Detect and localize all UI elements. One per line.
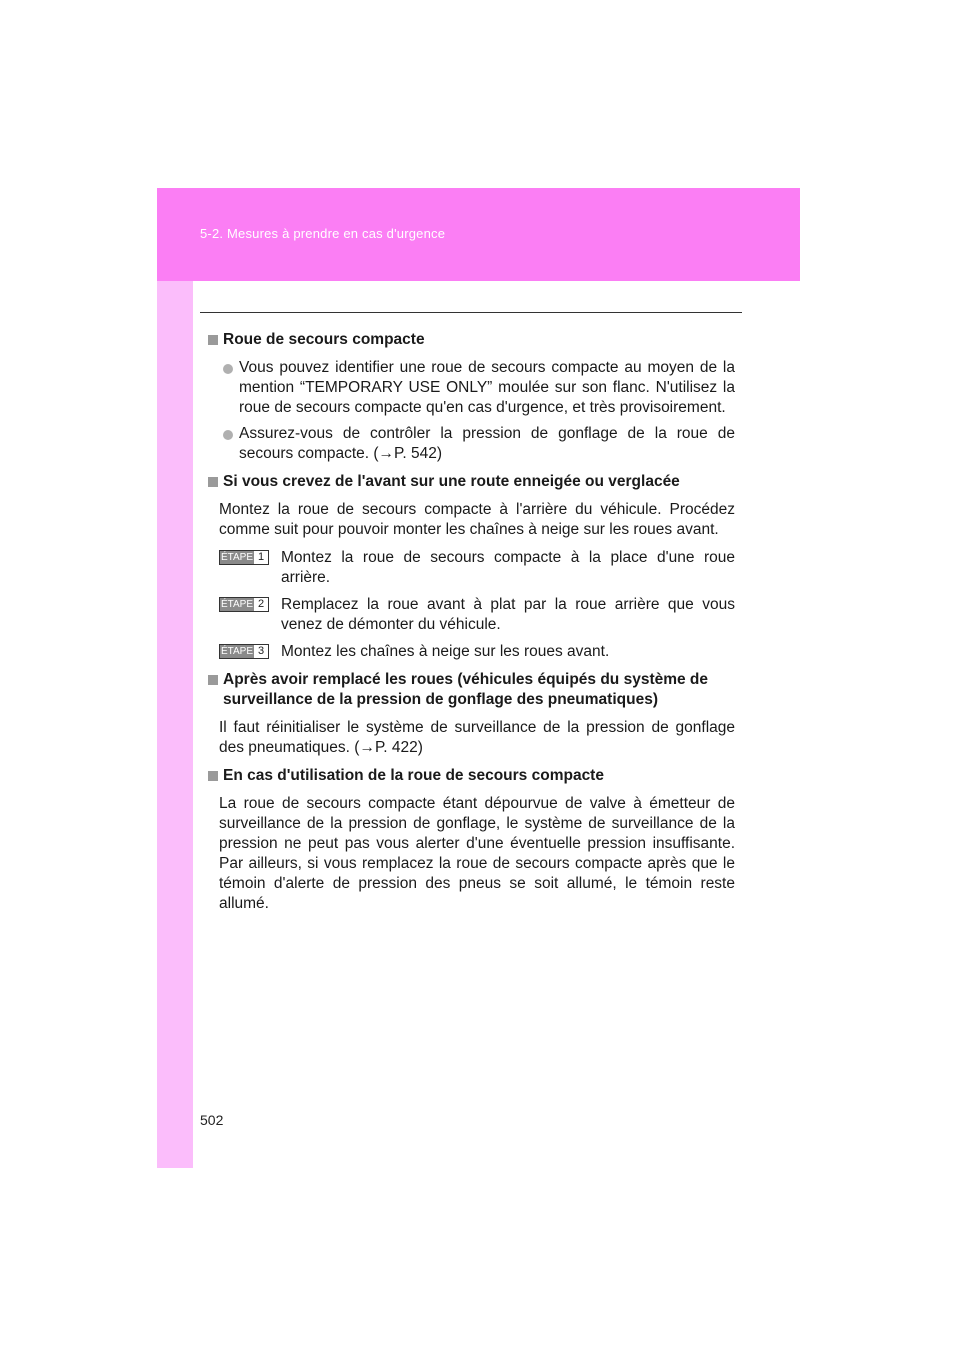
step-number: 3	[254, 645, 268, 658]
section-title: 5-2. Mesures à prendre en cas d'urgence	[200, 226, 446, 241]
step-number: 1	[254, 551, 268, 564]
step-item	[207, 548, 735, 588]
section-heading-crevaison-neige	[207, 472, 735, 492]
step-item	[207, 595, 735, 635]
step-number: 2	[254, 598, 268, 611]
square-bullet-icon	[208, 675, 218, 685]
bullet-text: Assurez-vous de contrôler la pression de gonflage de la roue de secours compacte. (→P. 542)	[239, 425, 735, 462]
round-bullet-icon	[223, 430, 233, 440]
step-badge	[219, 597, 269, 612]
heading-text: En cas d'utilisation de la roue de secours compacte	[223, 767, 604, 784]
page-number: 502	[200, 1112, 224, 1128]
heading-text: Si vous crevez de l'avant sur une route enneigée ou verglacée	[223, 473, 680, 490]
paragraph: Il faut réinitialiser le système de surveillance de la pression de gonflage des pneumatiques. (→P. 422)	[219, 719, 735, 756]
section-heading-roue-de-secours	[207, 330, 735, 350]
step-text: Montez la roue de secours compacte à la place d'une roue arrière.	[281, 549, 735, 586]
bullet-text: Vous pouvez identifier une roue de secours compacte au moyen de la mention “TEMPORARY USE ONLY” moulée sur son flanc. N'utilisez la roue de secours compacte qu'en cas d'urgence, et très provisoirement.	[239, 359, 735, 416]
heading-text: Roue de secours compacte	[223, 331, 425, 348]
step-label: ÉTAPE	[220, 599, 254, 610]
paragraph: Montez la roue de secours compacte à l'arrière du véhicule. Procédez comme suit pour pouvoir monter les chaînes à neige sur les roues avant.	[219, 501, 735, 538]
heading-text: Après avoir remplacé les roues (véhicules équipés du système de surveillance de la pression de gonflage des pneumatiques)	[223, 671, 709, 708]
left-margin-band	[157, 188, 193, 1168]
round-bullet-icon	[223, 364, 233, 374]
section-heading-utilisation-roue	[207, 766, 735, 786]
bullet-item	[207, 358, 735, 418]
step-text: Remplacez la roue avant à plat par la roue arrière que vous venez de démonter du véhicule.	[281, 596, 735, 633]
step-badge	[219, 550, 269, 565]
square-bullet-icon	[208, 477, 218, 487]
section-heading-apres-remplacement	[207, 670, 735, 710]
step-item	[207, 642, 735, 662]
step-label: ÉTAPE	[220, 552, 254, 563]
step-label: ÉTAPE	[220, 646, 254, 657]
page-content	[207, 330, 735, 922]
step-text: Montez les chaînes à neige sur les roues avant.	[281, 643, 610, 660]
step-badge	[219, 644, 269, 659]
divider-rule	[200, 312, 742, 313]
paragraph: La roue de secours compacte étant dépourvue de valve à émetteur de surveillance de la pression de gonflage, le système de surveillance de la pression ne peut pas vous alerter d'une éventuelle pression insuffisante. Par ailleurs, si vous remplacez la roue de secours compacte après que le témoin d'alerte de pression des pneus se soit allumé, le témoin reste allumé.	[219, 795, 735, 912]
square-bullet-icon	[208, 335, 218, 345]
bullet-item	[207, 424, 735, 464]
square-bullet-icon	[208, 771, 218, 781]
